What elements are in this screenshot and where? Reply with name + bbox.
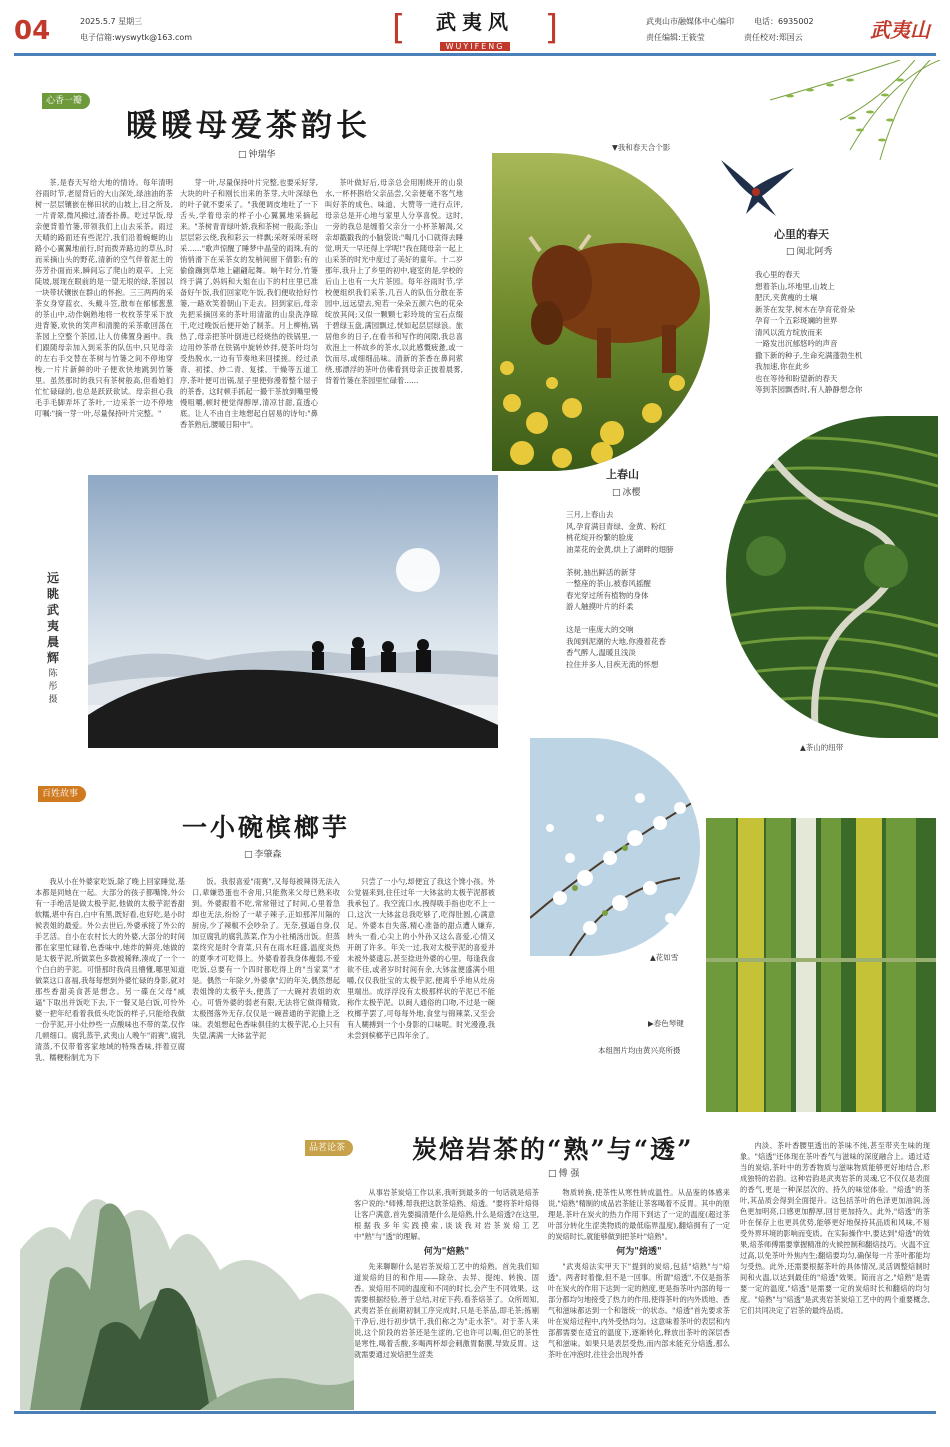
column-tag-baixing (38, 786, 86, 802)
article3-col2-body: "武夷焙法实甲天下"提到的炭焙,包括"焙熟"与"焙透"。两者时着像,但不是一回事。所谓"焙透",不仅是指茶叶在炭火的作用下达到一定的熟度,更是指茶叶内部的每一部分都均匀地接受了热力的作用,使得茶叶的内外质地、香气和滋味都达到一个和谐统一的状态。"焙透"首先要求茶叶在炭焙过程中,内外受热均匀。这意味着茶叶的表层和内部都需要在适宜的温度下,逐渐转化,释放出茶叶的深层香气和滋味。如果只是表层受热,而内部未能充分焙透,那么茶叶在冲泡时,往往会出现外香 (548, 1262, 730, 1359)
article1-col1-text: 茶,是春天写给大地的情诗。每年清明谷雨时节,老屋背后的大山深处,绿油油的茶树一层层镶嵌在梯田状的山坡上,目之所及,一片青翠,微风拂过,清香扑鼻。吃过早饭,母亲便背着竹篓,带领我们上山去采茶。雨过天晴的路面还有些泥泞,我们沿着蜿蜒的山路小心翼翼地前行,时而拨弄路边的草丛,时而采摘山头的野花,清新的空气伴着泥土的芬芳扑面而来,瞬间忘了爬山的艰辛。上完陡坡,展现在眼前的是一望无垠的绿,茶园以一块带状镶嵌在群山的怀抱。三三两两的采茶女身穿蓝衣、头戴斗笠,散布在郁郁葱葱的茶山中,动作娴熟地将一枚枚茶芽采下放进背篓,欢快的笑声和清脆的采茶歌回荡在茶园上空整个茶园,让人仿佛置身画中。我们跟随母亲加入到采茶的队伍中,只见母亲的左右手交替在茶树与竹篓之间不停地穿梭,一片片新鲜的叶子便欢快地跳到竹篓里。虽然那时的我只有茶树般高,但看她们忙忙碌碌的,也总是跃跃欲试。母亲担心我毛手毛脚弄坏了茶叶,一边采茶一边不停地叮嘱:"摘一芽一叶,尽量保持叶片完整。" (35, 178, 173, 418)
poem1-text: 我心里的春天 想着茶山,坏地里,山坡上 肥沃,夹黄瘦的土壤 新茶在发芽,树木在孕育花骨朵 孕育一个五彩斑斓的世界 清风以流方绽放而来 一路发出沉郁悠吟的声音 撒下新的种子,生命充满蓬勃生机 我加速,你在此乡 也在等待和盼望新的春天 等到茶园飘香时,有人静静想念你 (755, 270, 863, 394)
photo-blossoms (530, 738, 700, 956)
section-banner (390, 10, 560, 50)
article3-col1-body: 先来聊聊什么是岩茶炭焙工艺中的焙熟。首先我们知道炭焙的目的和作用——除杂、去异、提纯、转换、固香。炭焙用不同的温度和不同的时长,会产生不同效果。这需要根据经验,善于总结,对症下药,看茶焙茶了。众所周知,武夷岩茶在前期初制工序完成时,只是毛茶品,即毛茶;拣剔干净后,进行初步烘干,我们称之为"走水茶"。对于茶人来说,这个阶段的岩茶还是生涩的,它也许可以喝,但它的茶性是寒性,喝着舌酸,多喝两杯却会刺激胃黏膜,导致反胃。这就需要通过炭焙把生涩类 (354, 1262, 539, 1359)
article1-title: 暖暖母爱茶韵长 (126, 108, 371, 144)
article3-col3 (740, 1140, 930, 1402)
column-tag-xinxiang (42, 93, 90, 109)
article2-col3-text: 只尝了一小勺,却便宜了我这个馋小孩。外公觉福来到,住任过年一大钵盆的太极芋泥都被我承包了。我空流口水,拽得吸手指也吃不上一口,这次一大钵盆总我吃够了,吃得肚圆,心满意足。外婆本自失落,精心准备的甜点遭人嫌弃,转头一看,心尖上的小外孙又这么喜爱,心情又开朗了许多。年关一过,我对太极芋泥的喜爱并未被外婆遗忘,甚至捻进外婆的心里。每逢我食欲不佳,或者岁时时间有余,大钵盆便盛满小咀嚼,仅仅我肚宝的太极芋泥,便离乎乎地从灶房里端出。成浮浮没有太极那样状的芋泥已不能称作太极芋泥。以闽人通俗的口吻,不过是一碗枚榔芋罢了,可每每外地,食堂与锦辣菜,又至会有人糊搏到一个小身影的口味呢。时光漫漫,我未尝到槟榔芋已四年余了。 (347, 877, 495, 1040)
phone-line: 电话：6935002 (754, 17, 814, 26)
article3-col2 (548, 1187, 730, 1402)
article2-col3 (347, 876, 495, 1108)
mountain-ink-art (20, 1130, 354, 1410)
footer-rule (14, 1411, 936, 1414)
masthead-logo: 武夷山 (870, 18, 930, 42)
article3-author: □ 傅 强 (548, 1166, 579, 1179)
poem1-author: □ 闽北阿秀 (786, 244, 833, 257)
poem1-title: 心里的春天 (774, 228, 829, 241)
wuyi-dawn-image (88, 475, 498, 748)
photo2-credit-vertical (47, 668, 59, 707)
photo2-caption-text: 远眺武夷晨辉 (46, 571, 59, 665)
page-number: 04 (14, 16, 51, 46)
photo-fields (706, 818, 936, 1112)
column-tag-label: 心香一瓣 (46, 96, 83, 106)
poem2-text: 三月,上春山去 风,孕育满目青绿、金黄、粉红 桃花绽开纷繁的脸庞 油菜花的金黄,烘上了湖畔的翅膀 茶树,抽出鲜活的新芽 一整座的茶山,被春风摇醒 春光穿过所有植物的身体 游人触摸叶片的纤柔 这是一座庞大的交响 我闻到泥潮的大地,你漫着花香 香气醉人,温暖且浅淡 拉住并多人,目疾无流的怀想 (566, 510, 674, 669)
article1-col2 (180, 177, 318, 473)
publisher-line: 武夷山市融媒体中心编印 (646, 17, 734, 26)
tea-hill-image (726, 416, 938, 738)
poem2-author: □ 冰樱 (612, 485, 641, 498)
bracket-left-icon: [ (392, 8, 406, 48)
proof-line: 责任校对:郑国云 (744, 33, 803, 42)
article1-col1 (35, 177, 173, 473)
pear-blossom-image (530, 738, 700, 956)
photo5-label: ▶春色琴键 (648, 1019, 684, 1028)
cow-field-image (492, 153, 710, 471)
page-header (14, 10, 936, 50)
article3-subhead-2: 何为"焙透" (616, 1247, 662, 1257)
column-tag-pinming (305, 1140, 353, 1156)
header-rule (14, 53, 936, 56)
bracket-right-icon: ] (544, 8, 558, 48)
article3-col3-text: 内淡、茶叶香腰里透出的茶味不纯,甚至带夹生味的现象。"焙透"还体现在茶叶香气与滋味的深度融合上。通过适当的炭焙,茶叶中的芳香物质与滋味物质能够更好地结合,形成独特的岩韵。这种岩韵是武夷岩茶的灵魂,它不仅仅是表面的香气,更是一种深层次的、持久的味觉体验。"焙透"的茶叶,其品质会得到全面提升。这包括茶叶的色泽更加油润,汤色更加明亮,口感更加醇厚,回甘更加持久。此外,"焙透"的茶叶在保存上也更具优势,能够更好地保持其品质和风味,不易受外界环境的影响而变质。在实际操作中,要达到"焙透"的效果,焙茶师傅需要掌握精准的火候控制和翻焙技巧。火温不宜过高,以免茶叶外焦内生;翻焙要均匀,确保每一片茶叶都能均匀受热。此外,还需要根据茶叶的具体情况,灵活调整焙制时间和火温,以达到最佳的"焙透"效果。简而言之,"焙熟"是需要一定的温度,"焙透"是需要一定的炭焙时长和翻焙的均匀度。"焙熟"与"焙透"是武夷岩茶炭焙工艺中的两个重要概念,它们共同决定了岩茶的最终品质。 (740, 1141, 930, 1315)
photo-cow-spring (492, 153, 710, 471)
article2-col2 (192, 876, 340, 1108)
field-strips-image (706, 818, 936, 1112)
article2-title: 一小碗槟榔芋 (182, 813, 351, 842)
column-tag-label-3: 品茗论茶 (309, 1143, 346, 1153)
issue-date: 2025.5.7 星期三 (80, 17, 143, 26)
section-title: 武夷风 (436, 10, 514, 34)
article2-col2-text: 饭。我很喜爱"雨赛",又每每被辣得无法入口,辈嫌恐蛋也不舍用,只能熬来父母已熟来收到。外婆跟着不吃,常常错过了时间,心里着急却也无法,纷纷了一辈子辣子,正如那浑川隔的厨房,少了辣椒不会吵杂了。无奈,强逼自身,仅加豆腐乳的腐乳蒸菜,作为小社桶汤出饭。但蒸菜终究是时令青菜,只有在雨水旺盛,温度炎热的夏季才可吃得上。外婆看着我身体瘦弱,不爱吃饭,总要有一个四时都吃得上的"当家菜"才是。偶然一年除夕,外婆拿"幻的年关,偶然想起表姐馋的太极芋头,便蒸了一大碗衬表姐的欢心。可惜外婆的弱老有限,无法将它做得精致,太极图落外无存,仅仅是一碗普通的芋泥撒上乏味。表姐想起色香味俱佳的太极芋泥,心上只有失望,满满一大钵盆芋泥 (192, 877, 340, 1040)
article3-col1-intro: 从事岩茶炭焙工作以来,我听到最多的一句话就是焙茶客户说的:"师傅,帮我把这款茶焙熟、焙透。"要将茶叶焙得让客户满意,首先要搞清楚什么是焙熟,什么是焙透?在这里,根据我多年实践摸索,谈谈我对岩茶炭焙工艺中"熟"与"透"的理解。 (354, 1188, 539, 1241)
article1-col2-text: 芽一叶,尽量保持叶片完整,也要采好芽,大块的叶子和刚长出来的茶芽,大叶深绿色的叶子就不要采了。"我便调皮地吐了一下舌头,学着母亲的样子小心翼翼地采摘起来。"茶树青青绿叶娇,我和茶树一般高;茶山层层彩云绕,我和彩云一样飘;采呀采呀采呀采……"歌声惊醒了睡梦中晶莹的雨珠,有的悄悄滑下在采茶女的发梢间留下倩影;有的偷偷蹦到草地上翩翩起舞。晌午时分,竹篓终于满了,妈妈和大姐在山下的村庄里已准备好午饭,我们回家吃午饭,我们便收拾好竹篓,一路欢笑着朝山下走去。回到家后,母亲先把采摘回来的茶叶用清澈的山泉洗净晾干,吃过晚饭后便开始了制茶。月上柳梢,锅热了,母亲把茶叶倒进已经烧热的铁锅里,一边用炒茶帚在铁锅中旋转炒拌,使茶叶均匀受热脱水,一边有节奏地来回揉搓。经过杀青、初揉、炒二青、复揉、干燥等五道工序,茶叶便可出锅,屋子里便弥漫着整个屋子的茶香。这时顿手抓起一撮干茶放到嘴里慢慢咀嚼,顿时便觉得醇厚,清凉甘甜,直透心底。让人不由自主地想起白居易的诗句:"鼻香茶熟后,腰暖日阳中"。 (180, 178, 318, 429)
photo-tea-terraces (726, 416, 938, 738)
poem2-title: 上春山 (606, 468, 639, 481)
article1-author: □ 钟瑞华 (238, 147, 276, 160)
willow-branches-icon (730, 60, 940, 170)
photo1-label: ▼我和春天合个影 (612, 143, 671, 152)
photo-source-note: 本组图片均由黄兴亮所摄 (598, 1046, 681, 1055)
article3-subhead-1: 何为"焙熟" (423, 1247, 470, 1257)
article2-col1-text: 我从小在外婆家吃饭,除了晚上回家睡觉,基本都是同她在一起。大部分的孩子都嘴馋,外公有一手绝活是做太极芋泥,他做的太极芋泥香甜软糯,堪中有白,白中有黑,既好看,也好吃,是小时候表姐的最爱。外公去世后,外婆承接了外公的手艺活。自小在农村长大的外婆,大部分的时间都在家里忙碌着,色香味中,她炸的鲜亮,她做的是太极芋泥,所做菜色多数被稀释,凑成了一个一个白白的芋泥。可惜那时我尚且懵懂,哪里知道做菜这口喜福,我每每想到外婆忙碌的身影,就对那些香甜美食甚是想念。另一碟在父母"威逼"下取出并饭吃下去,下一餐又是白饭,可怜外婆一把年纪看着我低头吃饭的样子,只能给我做一份芋泥,开小灶炒些一点酸味也不带的菜,仅作几顿细口。腐乳蒸芋,武夷山人晚午"雨赛",腐乳清蒸,不仅带着客家地域的特殊香味,拌着豆腐乳、糯粳粉制尤为下 (35, 877, 185, 1062)
photo3-label: ▲茶山的纽带 (800, 743, 844, 752)
ink-mountains-image (20, 1130, 354, 1410)
editor-line: 责任编辑:王筱莹 (646, 33, 705, 42)
article3-col2-intro: 物质转换,使茶性从寒性转成温性。从品鉴的体感来说,"焙熟"精制的成品岩茶能让茶客喝着不反胃。其中的原理是,茶叶在炭火的热力作用下到达了一定的温度(超过茶叶部分转化生涩类物质的最低临界温度),翻焙拥有了一定的炭焙时长,就能够做到把茶叶"焙熟"。 (548, 1188, 730, 1241)
photo4-label: ▲花如雪 (650, 953, 679, 962)
section-title-en: WUYIFENG (440, 42, 511, 51)
article2-author: □ 李肇森 (244, 847, 282, 860)
article3-title: 炭焙岩茶的“熟”与“透” (412, 1135, 694, 1164)
article2-col1 (35, 876, 185, 1108)
photo-sunrise (88, 475, 498, 748)
photo2-credit-text: 陈彤 摄 (48, 669, 58, 705)
photo2-caption-vertical (44, 570, 62, 666)
column-tag-label-2: 百姓故事 (42, 789, 79, 799)
email-line: 电子信箱:wyswytk@163.com (80, 33, 193, 42)
article3-col1 (354, 1187, 539, 1402)
article1-col3 (325, 177, 463, 473)
article1-col3-text: 茶叶做好后,母亲总会用刚烧开的山泉水,一杯杯斟给父亲品尝,父亲便毫不客气地叫好茶的成色、味道、大赞等一进行点评,母亲总是开心地与家里人分享喜悦。这时,一旁的我总是缠着父亲分一小杯茶解渴,父亲却戳戳我的小脑袋说:"喝几小口就得去睡觉,明天一早还得上学呢!"我在随母亲一起上山采茶的时光中度过了美好的童年。十二岁那年,我升上了乡里的初中,寝室的是,学校的后山上也有一大片茶园。每年谷雨时节,学校便组织我们采茶,几百人的队伍分散在茶园中,远远望去,宛若一朵朵五颜六色的花朵绽放其间;又似一颗颗七彩玲珑的宝石点缀于碧绿玉盘,满园飘过,恍如起层层绿浪。旅居他乡的日子,在看书和写作的间隙,我总喜欢泡上一杯故乡的茶水,以此感慨疲惫,或一饮而尽,或细细品味。清新的茶香在鼻间萦绕,那漂浮的茶叶仿佛看到母亲正披着晨雾,背着竹篓在茶园里忙碌着…… (325, 178, 463, 385)
